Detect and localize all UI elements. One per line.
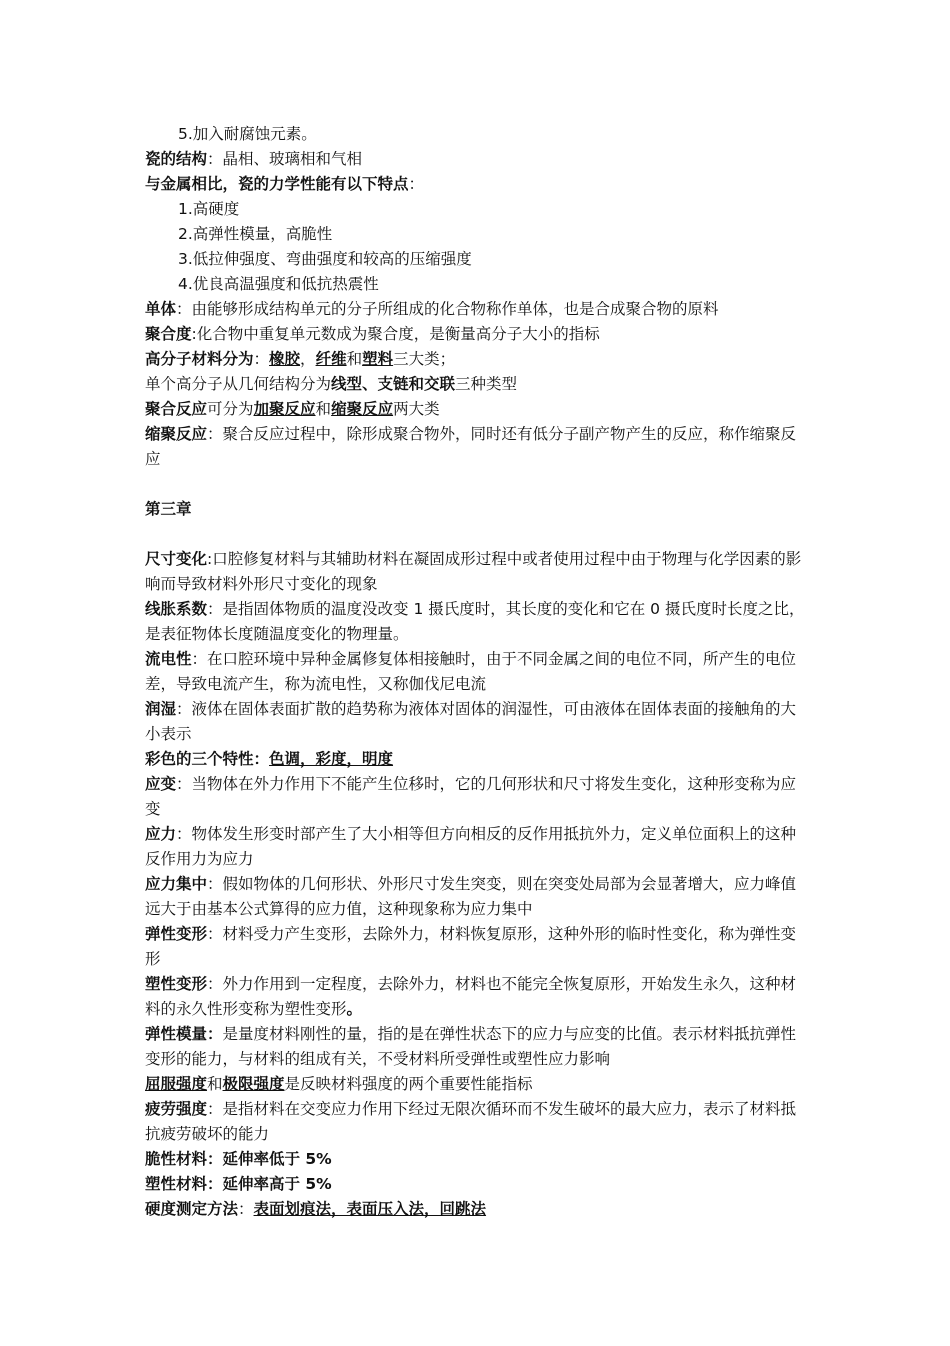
blank-line <box>145 472 810 497</box>
bold-term: 疲劳强度 <box>145 1100 208 1118</box>
text-segment: 3.低拉伸强度、弯曲强度和较高的压缩强度 <box>178 250 472 268</box>
text-segment: ： <box>408 175 425 193</box>
bold-term: 弹性变形 <box>145 925 208 943</box>
text-line <box>145 497 810 522</box>
text-segment: 可分为 <box>207 400 254 418</box>
bold-term: 第三章 <box>145 500 192 518</box>
text-line <box>145 747 810 772</box>
definition-paragraph <box>145 822 810 872</box>
definition-paragraph <box>145 697 810 747</box>
bold-term: 尺寸变化 <box>145 550 208 568</box>
definition-paragraph <box>145 1022 810 1072</box>
text-segment: ：是指材料在交变应力作用下经过无限次循环而不发生破坏的最大应力，表示了材料抵抗疲劳破坏的能力 <box>145 1100 797 1143</box>
definition-paragraph <box>145 597 810 647</box>
definition-paragraph <box>145 772 810 822</box>
underlined-term: 极限强度 <box>222 1075 285 1093</box>
list-item <box>145 222 810 247</box>
bold-term: 应变 <box>145 775 177 793</box>
text-line <box>145 172 810 197</box>
text-segment: ：液体在固体表面扩散的趋势称为液体对固体的润湿性，可由液体在固体表面的接触角的大小表示 <box>145 700 797 743</box>
document-body <box>145 122 810 1222</box>
blank-line <box>145 522 810 547</box>
bold-term: 与金属相比，瓷的力学性能有以下特点 <box>145 175 409 193</box>
text-segment: 4.优良高温强度和低抗热震性 <box>178 275 379 293</box>
text-segment: 三种类型 <box>455 375 518 393</box>
text-segment: 两大类 <box>393 400 440 418</box>
underlined-term: 橡胶 <box>269 350 301 368</box>
text-line <box>145 147 810 172</box>
bold-term: 弹性模量 <box>145 1025 208 1043</box>
text-segment: 是反映材料强度的两个重要性能指标 <box>284 1075 533 1093</box>
text-line <box>145 1147 810 1172</box>
text-segment: ：物体发生形变时部产生了大小相等但方向相反的反作用抵抗外力，定义单位面积上的这种反作用力为应力 <box>145 825 797 868</box>
text-segment: ：晶相、玻璃相和气相 <box>207 150 363 168</box>
text-segment: ：材料受力产生变形，去除外力，材料恢复原形，这种外形的临时性变化，称为弹性变形 <box>145 925 797 968</box>
bold-term: 线型、支链和交联 <box>331 375 456 393</box>
text-line <box>145 347 810 372</box>
text-line <box>145 1172 810 1197</box>
list-item <box>145 122 810 147</box>
text-segment: 三大类； <box>393 350 456 368</box>
text-segment: ：由能够形成结构单元的分子所组成的化合物称作单体，也是合成聚合物的原料 <box>176 300 719 318</box>
text-segment: 和 <box>346 350 363 368</box>
text-segment: 和 <box>315 400 332 418</box>
bold-term: 塑性材料：延伸率高于 5% <box>145 1175 332 1193</box>
text-segment: ： <box>238 1200 254 1218</box>
text-segment: ：假如物体的几何形状、外形尺寸发生突变，则在突变处局部为会显著增大，应力峰值远大于由基本公式算得的应力值，这种现象称为应力集中 <box>145 875 797 918</box>
bold-term: 彩色的三个特性： <box>145 750 270 768</box>
list-item <box>145 197 810 222</box>
text-line <box>145 297 810 322</box>
bold-term: 流电性 <box>145 650 192 668</box>
bold-term: 脆性材料：延伸率低于 5% <box>145 1150 332 1168</box>
text-segment: 和 <box>207 1075 223 1093</box>
text-segment: ：聚合反应过程中，除形成聚合物外，同时还有低分子副产物产生的反应，称作缩聚反应 <box>145 425 797 468</box>
bold-term: 应力 <box>145 825 177 843</box>
text-segment: 是量度材料刚性的量，指的是在弹性状态下的应力与应变的比值。表示材料抵抗弹性变形的能力，与材料的组成有关，不受材料所受弹性或塑性应力影响 <box>145 1025 797 1068</box>
text-line <box>145 322 810 347</box>
bold-term: 高分子材料分为 <box>145 350 254 368</box>
bold-term: 塑性变形 <box>145 975 208 993</box>
underlined-term: 纤维 <box>315 350 347 368</box>
bold-term: 聚合度 <box>145 325 192 343</box>
underlined-term: 加聚反应 <box>253 400 316 418</box>
bold-term: 。 <box>346 1000 363 1018</box>
list-item <box>145 272 810 297</box>
underlined-term: 塑料 <box>362 350 394 368</box>
text-segment: ：是指固体物质的温度没改变 1 摄氏度时，其长度的变化和它在 0 摄氏度时长度之比，是表征物体长度随温度变化的物理量。 <box>145 600 805 643</box>
text-segment: 2.高弹性模量，高脆性 <box>178 225 333 243</box>
bold-term: 硬度测定方法 <box>145 1200 239 1218</box>
bold-term: 线胀系数 <box>145 600 208 618</box>
text-segment: :口腔修复材料与其辅助材料在凝固成形过程中或者使用过程中由于物理与化学因素的影响而导致材料外形尺寸变化的现象 <box>145 550 802 593</box>
text-segment: ：外力作用到一定程度，去除外力，材料也不能完全恢复原形，开始发生永久，这种材料的永久性形变称为塑性变形 <box>145 975 797 1018</box>
text-segment: 单个高分子从几何结构分为 <box>145 375 332 393</box>
underlined-term: 表面划痕法，表面压入法，回跳法 <box>253 1200 487 1218</box>
text-line <box>145 397 810 422</box>
text-line <box>145 1072 810 1097</box>
bold-term: 应力集中 <box>145 875 208 893</box>
text-segment: :化合物中重复单元数成为聚合度，是衡量高分子大小的指标 <box>191 325 600 343</box>
definition-paragraph <box>145 422 810 472</box>
definition-paragraph <box>145 547 810 597</box>
text-segment: ：在口腔环境中异种金属修复体相接触时，由于不同金属之间的电位不同，所产生的电位差，导致电流产生，称为流电性，又称伽伐尼电流 <box>145 650 797 693</box>
bold-term: 单体 <box>145 300 177 318</box>
definition-paragraph <box>145 922 810 972</box>
list-item <box>145 247 810 272</box>
text-line <box>145 372 810 397</box>
bold-term: 瓷的结构 <box>145 150 208 168</box>
text-line <box>145 1197 810 1222</box>
bold-term: 聚合反应 <box>145 400 208 418</box>
bold-term: ： <box>207 1025 223 1043</box>
definition-paragraph <box>145 872 810 922</box>
text-segment: 5.加入耐腐蚀元素。 <box>178 125 317 143</box>
text-segment: ， <box>300 350 316 368</box>
definition-paragraph <box>145 972 810 1022</box>
text-segment: ：当物体在外力作用下不能产生位移时，它的几何形状和尺寸将发生变化，这种形变称为应变 <box>145 775 797 818</box>
underlined-term: 屈服强度 <box>145 1075 208 1093</box>
definition-paragraph <box>145 647 810 697</box>
text-segment: ： <box>253 350 270 368</box>
bold-term: 缩聚反应 <box>145 425 208 443</box>
bold-term: 润湿 <box>145 700 177 718</box>
underlined-term: 色调，彩度，明度 <box>269 750 394 768</box>
underlined-term: 缩聚反应 <box>331 400 394 418</box>
text-segment: 1.高硬度 <box>178 200 240 218</box>
definition-paragraph <box>145 1097 810 1147</box>
